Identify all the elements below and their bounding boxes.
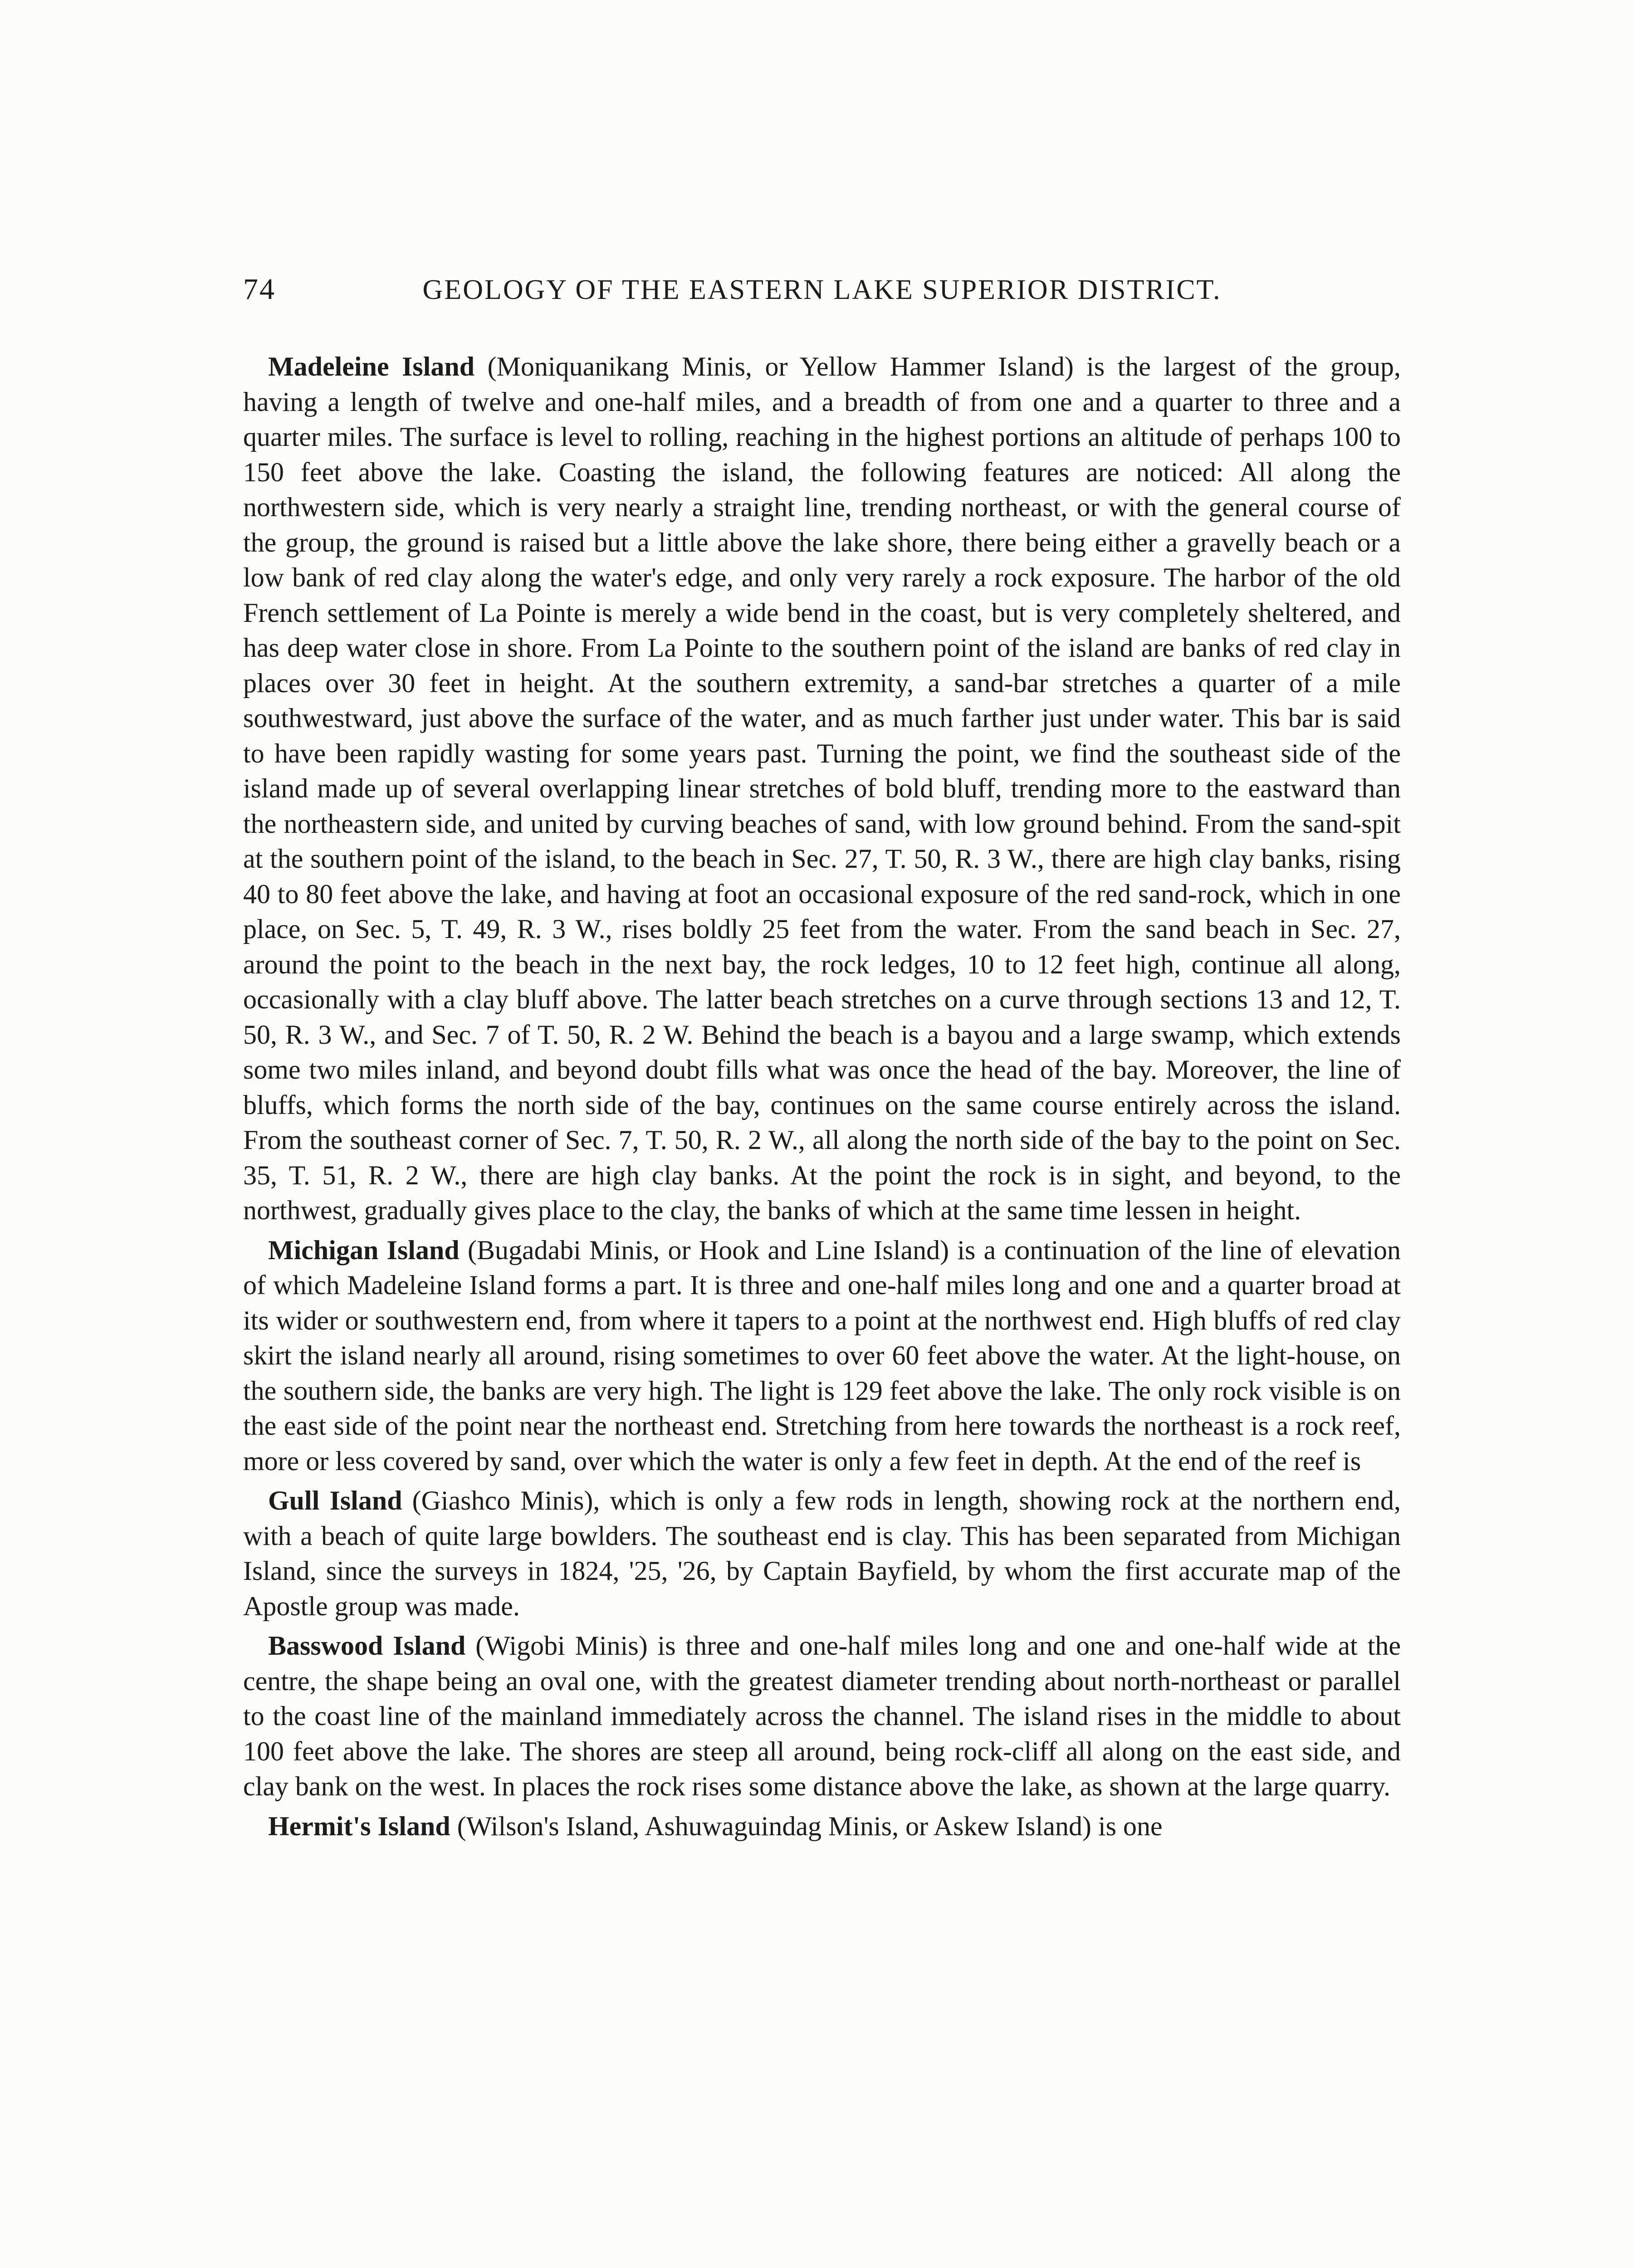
running-title: GEOLOGY OF THE EASTERN LAKE SUPERIOR DISTRICT.	[422, 274, 1222, 305]
paragraph-madeleine-island	[243, 349, 1401, 1228]
page-header	[243, 272, 1401, 327]
paragraph-text: (Wigobi Minis) is three and one-half miles long and one and one-half wide at the centre, the shape being an oval one, with the greatest diameter trending about north-northeast or parallel to the coast line of the mainland immediately across the channel. The island rises in the middle to about 100 feet above the lake. The shores are steep all around, being rock-cliff all along on the east side, and clay bank on the west. In places the rock rises some distance above the lake, as shown at the large quarry.	[243, 1631, 1401, 1801]
paragraph-basswood-island	[243, 1628, 1401, 1804]
document-page	[243, 272, 1401, 1848]
paragraph-text: (Giashco Minis), which is only a few rods in length, showing rock at the northern end, with a beach of quite large bowlders. The southeast end is clay. This has been separated from Michigan Island, since the surveys in 1824, '25, '26, by Captain Bayfield, by whom the first accurate map of the Apostle group was made.	[243, 1486, 1401, 1621]
island-name: Gull Island	[268, 1486, 402, 1515]
paragraph-text: (Wilson's Island, Ashuwaguindag Minis, or Askew Island) is one	[450, 1811, 1163, 1841]
paragraph-text: (Bugadabi Minis, or Hook and Line Island) is a continuation of the line of elevation of which Madeleine Island forms a part. It is three and one-half miles long and one and a quarter broad at its wider or southwestern end, from where it tapers to a point at the northwest end. High bluffs of red clay skirt the island nearly all around, rising sometimes to over 60 feet above the water. At the light-house, on the southern side, the banks are very high. The light is 129 feet above the lake. The only rock visible is on the east side of the point near the northeast end. Stretching from here towards the northeast is a rock reef, more or less covered by sand, over which the water is only a few feet in depth. At the end of the reef is	[243, 1235, 1401, 1476]
island-name: Basswood Island	[268, 1631, 466, 1661]
paragraph-text: (Moniquanikang Minis, or Yellow Hammer Island) is the largest of the group, having a length of twelve and one-half miles, and a breadth of from one and a quarter to three and a quarter miles. The surface is level to rolling, reaching in the highest portions an altitude of perhaps 100 to 150 feet above the lake. Coasting the island, the following features are noticed: All along the northwestern side, which is very nearly a straight line, trending northeast, or with the general course of the group, the ground is raised but a little above the lake shore, there being either a gravelly beach or a low bank of red clay along the water's edge, and only very rarely a rock exposure. The harbor of the old French settlement of La Pointe is merely a wide bend in the coast, but is very completely sheltered, and has deep water close in shore. From La Pointe to the southern point of the island are banks of red clay in places over 30 feet in height. At the southern extremity, a sand-bar stretches a quarter of a mile southwestward, just above the surface of the water, and as much farther just under water. This bar is said to have been rapidly wasting for some years past. Turning the point, we find the southeast side of the island made up of several overlapping linear stretches of bold bluff, trending more to the eastward than the northeastern side, and united by curving beaches of sand, with low ground behind. From the sand-spit at the southern point of the island, to the beach in Sec. 27, T. 50, R. 3 W., there are high clay banks, rising 40 to 80 feet above the lake, and having at foot an occasional exposure of the red sand-rock, which in one place, on Sec. 5, T. 49, R. 3 W., rises boldly 25 feet from the water. From the sand beach in Sec. 27, around the point to the beach in the next bay, the rock ledges, 10 to 12 feet high, continue all along, occasionally with a clay bluff above. The latter beach stretches on a curve through sections 13 and 12, T. 50, R. 3 W., and Sec. 7 of T. 50, R. 2 W. Behind the beach is a bayou and a large swamp, which extends some two miles inland, and beyond doubt fills what was once the head of the bay. Moreover, the line of bluffs, which forms the north side of the bay, continues on the same course entirely across the island. From the southeast corner of Sec. 7, T. 50, R. 2 W., all along the north side of the bay to the point on Sec. 35, T. 51, R. 2 W., there are high clay banks. At the point the rock is in sight, and beyond, to the northwest, gradually gives place to the clay, the banks of which at the same time lessen in height.	[243, 352, 1401, 1225]
page-number: 74	[243, 273, 276, 306]
paragraph-gull-island	[243, 1483, 1401, 1624]
paragraph-hermits-island	[243, 1809, 1401, 1844]
paragraph-michigan-island	[243, 1233, 1401, 1479]
island-name: Michigan Island	[268, 1235, 460, 1265]
island-name: Madeleine Island	[268, 352, 475, 381]
island-name: Hermit's Island	[268, 1811, 450, 1841]
body-text	[243, 349, 1401, 1844]
